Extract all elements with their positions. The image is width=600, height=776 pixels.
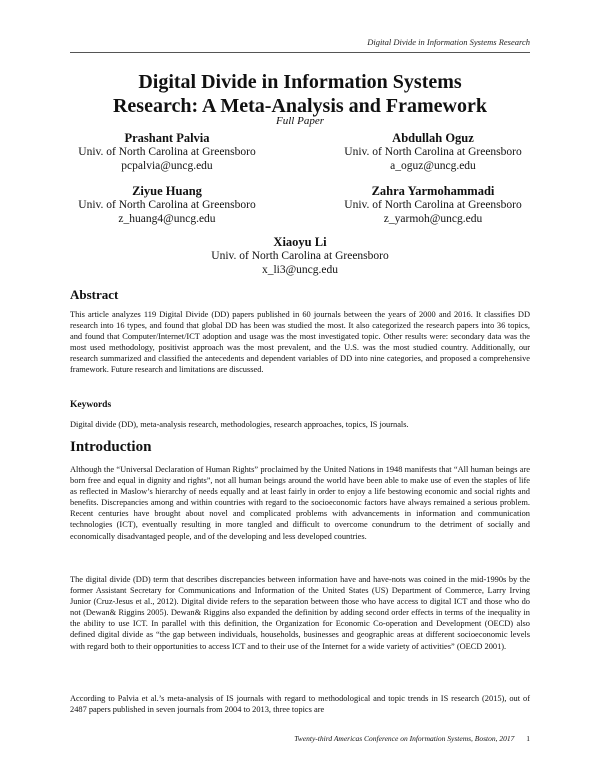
author-email: pcpalvia@uncg.edu: [121, 159, 213, 172]
author-name: Ziyue Huang: [132, 184, 202, 198]
intro-paragraph: Although the “Universal Declaration of Human Rights” proclaimed by the United Nations in 1948 manifests that “All human beings are born free and equal in dignity and rights”, not all human beings around the world have been able to make use of even the staples of life as reflected in Maslow’s hierarchy of needs equally and at least fairly in order to enjoy a life bestowing economic and social rights and benefits. Discrepancies among and within countries with regard to the socioeconomic factors have always remained a serious problem. Recent centuries have brought about novel and complicated problems with advancements in information and communication technologies (ICT), eventually resulting in more tangled and difficult to overcome conundrum to the detriment of socially and economically disadvantaged people, and of the developing and less developed countries.: [70, 465, 530, 541]
intro-paragraph: The digital divide (DD) term that describes discrepancies between information have and have-nots was coined in the mid-1990s by the former Assistant Secretary for Communications and Information of the United States (US) Department of Commerce, Larry Irving Junior (Cruz-Jesus et al., 2012). Digital divide refers to the separation between those who have access to digital ICT and those who do not (Dewan& Riggins 2005). Dewan& Riggins also expanded the definition by adding second order effects in terms of the inequality in the ability to use ICT. In parallel with this definition, the Organization for Economic Co-operation and Development (OECD) also defined digital divide as “the gap between individuals, households, businesses and geographic areas at different socioeconomic levels with regard both to their opportunities to access ICT and to their use of the Internet for a wide variety of activities” (OECD 2001).: [70, 575, 530, 651]
title-line-1: Digital Divide in Information Systems: [138, 71, 462, 93]
running-head: Digital Divide in Information Systems Research: [367, 37, 530, 47]
conference-name: Twenty-third Americas Conference on Information Systems, Boston, 2017: [294, 734, 515, 743]
author-email: z_yarmoh@uncg.edu: [383, 212, 483, 225]
page-footer: [294, 734, 530, 743]
abstract-heading: Abstract: [70, 287, 119, 302]
author-affiliation: Univ. of North Carolina at Greensboro: [344, 199, 522, 211]
author-block: [52, 184, 282, 226]
author-affiliation: Univ. of North Carolina at Greensboro: [211, 250, 389, 262]
abstract-text: This article analyzes 119 Digital Divide (DD) papers published in 60 journals between the years of 2000 and 2016. It classifies DD research into 16 types, and found that global DD has been was studied the most. It also categorized the research papers into 36 topics, and found that Computer/Internet/ICT adoption and usage was the most investigated topic. Other results were: secondary data was the most used methodology, positivist approach was the most prevalent, and the U.S. was the most studied country. Additionally, our research summarized and classified the antecedents and dependent variables of DD into nine categories, and proposed a comprehensive framework. Future research and limitations are discussed.: [70, 310, 530, 375]
title-line-2: Research: A Meta-Analysis and Framework: [112, 95, 488, 117]
author-affiliation: Univ. of North Carolina at Greensboro: [78, 146, 256, 158]
author-email: a_oguz@uncg.edu: [390, 159, 476, 172]
keywords-heading: Keywords: [70, 400, 112, 410]
author-name: Abdullah Oguz: [392, 131, 474, 145]
paper-type: Full Paper: [276, 115, 324, 127]
author-block: [318, 131, 548, 173]
header-rule: [70, 52, 530, 53]
author-affiliation: Univ. of North Carolina at Greensboro: [344, 146, 522, 158]
page-number: 1: [526, 734, 530, 743]
paper-title: [0, 70, 600, 118]
author-block: [185, 235, 415, 277]
author-block: [52, 131, 282, 173]
introduction-heading: Introduction: [70, 439, 152, 455]
author-email: z_huang4@uncg.edu: [118, 212, 216, 225]
author-name: Xiaoyu Li: [273, 235, 327, 249]
author-block: [318, 184, 548, 226]
keywords-text: Digital divide (DD), meta-analysis research, methodologies, research approaches, topics, IS journals.: [70, 420, 409, 429]
author-name: Zahra Yarmohammadi: [371, 184, 495, 198]
author-email: x_li3@uncg.edu: [261, 263, 339, 276]
author-affiliation: Univ. of North Carolina at Greensboro: [78, 199, 256, 211]
author-name: Prashant Palvia: [124, 131, 210, 145]
intro-paragraph: According to Palvia et al.’s meta-analysis of IS journals with regard to methodological and topic trends in IS research (2015), out of 2487 papers published in seven journals from 2004 to 2013, three topics are: [70, 694, 530, 715]
